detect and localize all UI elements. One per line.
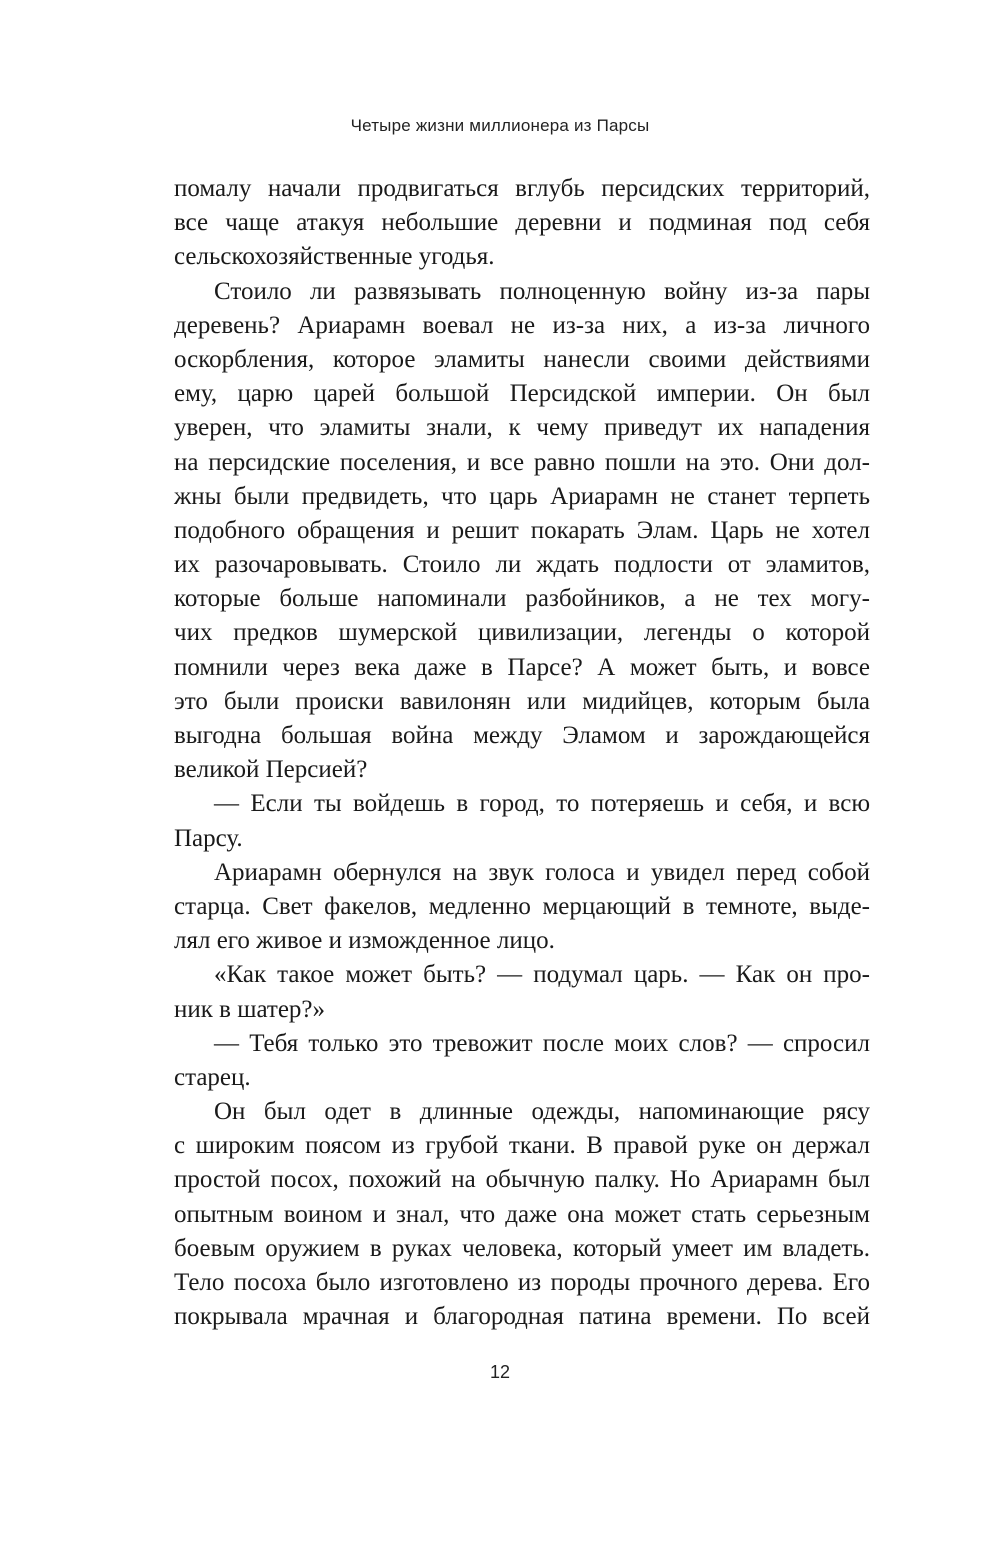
text-line: лял его живое и изможденное лицо.	[174, 927, 555, 955]
text-line: все чаще атакуя небольшие деревни и подминая под себя	[174, 209, 870, 237]
text-line: деревень? Ариарамн воевал не из-за них, а из-за личного	[174, 311, 870, 339]
text-line: жны были предвидеть, что царь Ариарамн не станет терпеть	[174, 482, 870, 510]
text-line: — Тебя только это тревожит после моих слов? — спросил	[214, 1029, 870, 1057]
text-line: выгодна большая война между Эламом и зарождающейся	[174, 722, 870, 749]
text-line: оскорбления, которое эламиты нанесли своими действиями	[174, 345, 870, 373]
text-line: ему, царю царей большой Персидской империи. Он был	[174, 380, 870, 408]
text-line: Стоило ли развязывать полноценную войну из-за пары	[214, 277, 870, 305]
text-line: покрывала мрачная и благородная патина времени. По всей	[174, 1303, 870, 1331]
text-line: это были происки вавилонян или мидийцев, которым была	[174, 687, 870, 715]
text-line: Тело посоха было изготовлено из породы прочного дерева. Его	[174, 1269, 870, 1296]
text-line: опытным воином и знал, что даже она может стать серьезным	[174, 1200, 870, 1228]
text-line: «Как такое может быть? — подумал царь. — Как он про-	[214, 961, 870, 989]
text-line: боевым оружием в руках человека, который умеет им владеть.	[174, 1234, 870, 1262]
text-line: подобного обращения и решит покарать Элам. Царь не хотел	[174, 516, 870, 544]
body-text	[174, 172, 870, 1334]
text-line: великой Персией?	[174, 756, 368, 784]
text-line: Парсу.	[174, 824, 243, 852]
text-line: Он был одет в длинные одежды, напоминающие рясу	[214, 1098, 870, 1126]
text-line: ник в шатер?»	[174, 995, 326, 1023]
text-line: помалу начали продвигаться вглубь персидских территорий,	[174, 175, 870, 202]
text-line: которые больше напоминали разбойников, а не тех могу-	[174, 585, 870, 613]
text-line: Ариарамн обернулся на звук голоса и увидел перед собой	[214, 858, 870, 886]
text-line: — Если ты войдешь в город, то потеряешь и себя, и всю	[214, 790, 870, 818]
text-line: старец.	[174, 1063, 251, 1091]
running-head: Четыре жизни миллионера из Парсы	[350, 116, 650, 135]
page-number: 12	[489, 1362, 511, 1382]
text-line: сельскохозяйственные угодья.	[174, 243, 495, 271]
text-line: старца. Свет факелов, медленно мерцающий в темноте, выде-	[174, 892, 870, 920]
text-line: уверен, что эламиты знали, к чему приведут их нападения	[174, 414, 870, 442]
text-line: на персидские поселения, и все равно пошли на это. Они дол-	[174, 448, 870, 476]
text-line: их разочаровывать. Стоило ли ждать подлости от эламитов,	[174, 551, 870, 579]
text-line: с широким поясом из грубой ткани. В правой руке он держал	[174, 1132, 870, 1160]
text-line: чих предков шумерской цивилизации, легенды о которой	[174, 619, 870, 647]
text-line: простой посох, похожий на обычную палку. Но Ариарамн был	[174, 1166, 870, 1194]
text-line: помнили через века даже в Парсе? А может быть, и вовсе	[174, 653, 870, 681]
